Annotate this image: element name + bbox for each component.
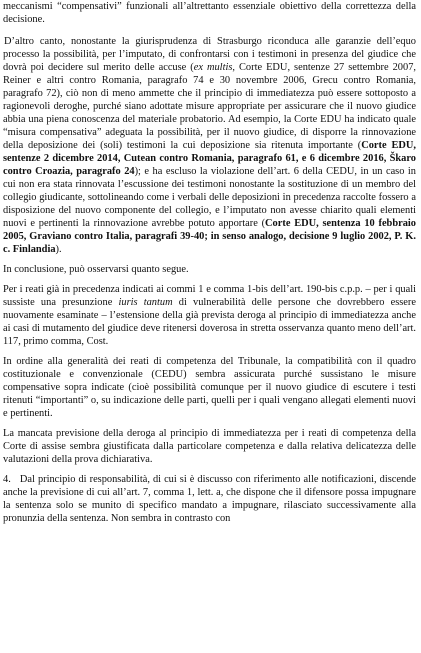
text-run: , Corte EDU, sentenze 27 settembre 2007, Reiner e altri contro Romania, paragrafo 74 e 30 novembre 2006, Grecu contro Romania, paragrafo 72), ciò non di meno ammette che il principio di immediatezza può essere sottoposto a ragionevoli deroghe, purché siano adottate misure appropriate per assicurare che il nuovo giudice abbia una piena conoscenza del materiale probatorio. Ad esempio, la Corte EDU ha indicato quale “misura compensativa” adeguata la possibilità, per il nuovo giudice, di disporre la rinnovazione della deposizione dei (soli) testimoni la cui deposizione sia ritenuta importante ( — [3, 62, 416, 151]
paragraph-continuation — [3, 0, 416, 26]
paragraph-section-4 — [3, 473, 416, 525]
italic-text: ex multis — [193, 62, 233, 73]
text-run: Per i reati già in precedenza indicati ai commi 1 e comma 1-bis dell’art. 190-bis c.p.p. – per i quali sussiste una presunzione — [3, 284, 416, 308]
text-run: ); e ha escluso la violazione dell’art. 6 della CEDU, in un caso in cui non era stata rinnovata l’escussione dei testimoni nonostante la sostituzione di un membro del collegio giudicante, sottolineando come i verbali delle deposizioni in precedenza raccolte fossero a disposizione del nuovo componente del collegio, e l’imputato non avesse chiarito quali elementi nuovi e pertinenti la rinnovazione avrebbe potuto apportare ( — [3, 166, 416, 229]
bold-citation: Corte EDU, sentenza 10 febbraio 2005, Graviano contro Italia, paragrafi 39-40; in senso analogo, decisione 9 luglio 2002, P. K. c. Finlandia — [3, 218, 417, 255]
paragraph-corte-assise — [3, 427, 416, 466]
section-number: 4. — [3, 474, 11, 485]
text-run: di vulnerabilità delle persone che dovrebbero essere nuovamente esaminate – l’estensione della già prevista deroga al principio di immediatezza anche ai casi di mutamento del giudice deve ritenersi doverosa in stretta osservanza quanto meno dell’art. 117, primo comma, Cost. — [3, 297, 416, 347]
text-run: La mancata previsione della deroga al principio di immediatezza per i reati di competenza della Corte di assise sembra giustificata dalla particolare competenza e dalla relativa delicatezza delle valutazioni della prova dichiarativa. — [3, 428, 416, 465]
text-run: ). — [55, 244, 62, 255]
text-run: D’altro canto, nonostante la giurisprudenza di Strasburgo riconduca alle garanzie dell’equo processo la possibilità, per l’imputato, di confrontarsi con i testimoni in presenza del giudice che dovrà poi decidere sul merito delle accuse ( — [3, 36, 416, 73]
paragraph-reati-190bis — [3, 283, 416, 348]
bold-citation: Corte EDU, sentenze 2 dicembre 2014, Cutean contro Romania, paragrafo 61, e 6 dicembre 2016, Škaro contro Croazia, paragrafo 24 — [3, 140, 416, 177]
paragraph-strasburgo — [3, 35, 416, 256]
italic-text: iuris tantum — [118, 297, 173, 308]
text-run: meccanismi “compensativi” funzionali all’altrettanto essenziale obiettivo della correttezza della decisione. — [3, 1, 416, 25]
paragraph-tribunale — [3, 355, 416, 420]
paragraph-conclusione — [3, 263, 416, 276]
text-run: In ordine alla generalità dei reati di competenza del Tribunale, la compatibilità con il quadro costituzionale e convenzionale (CEDU) sembra assicurata purché sussistano le misure compensative sopra indicate (cioè possibilità comunque per il nuovo giudice di escutere i testi ritenuti “importanti” o, su indicazione delle parti, quelli per i quali vengano allegati elementi nuovi e pertinenti. — [3, 356, 416, 419]
text-run: In conclusione, può osservarsi quanto segue. — [3, 264, 189, 275]
text-run: Dal principio di responsabilità, di cui si è discusso con riferimento alle notificazioni, discende anche la previsione di cui all’art. 7, comma 1, lett. a, che dispone che il difensore possa impugnare la sentenza solo se munito di specifico mandato a impugnare, rilasciato successivamente alla pronunzia della sentenza. Non sembra in contrasto con — [3, 474, 416, 524]
